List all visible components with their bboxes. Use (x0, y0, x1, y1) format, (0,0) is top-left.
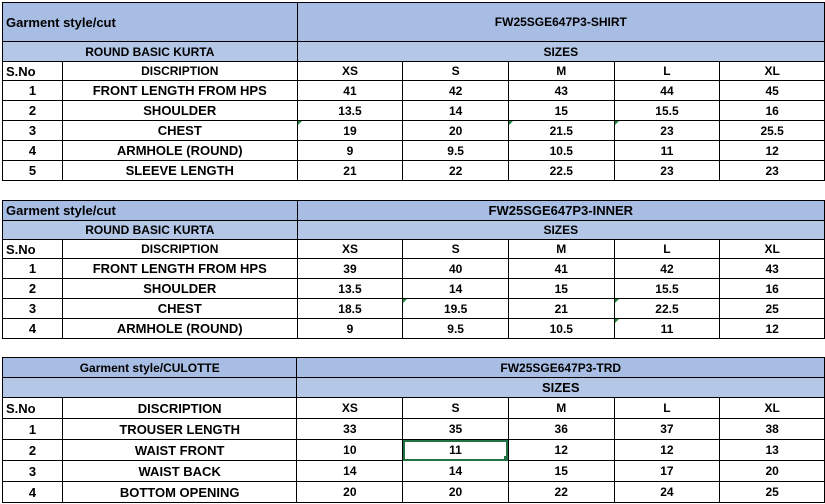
size-header[interactable]: S (403, 240, 509, 259)
measurement-cell[interactable]: 41 (297, 81, 403, 101)
garment-style-label[interactable]: Garment style/cut (3, 3, 298, 42)
size-header[interactable]: M (508, 240, 614, 259)
row-number[interactable]: 2 (3, 440, 63, 461)
measurement-cell[interactable]: 38 (720, 419, 825, 440)
size-header[interactable]: XS (297, 398, 403, 419)
measurement-cell[interactable]: 10.5 (508, 319, 614, 339)
measurement-cell[interactable]: 20 (297, 482, 403, 503)
row-description[interactable]: CHEST (62, 121, 297, 141)
measurement-cell[interactable]: 42 (403, 81, 509, 101)
measurement-cell[interactable]: 12 (720, 141, 825, 161)
measurement-cell[interactable]: 20 (403, 482, 509, 503)
measurement-cell[interactable]: 15 (508, 279, 614, 299)
measurement-cell[interactable]: 9 (297, 319, 403, 339)
measurement-cell[interactable]: 13.5 (297, 101, 403, 121)
size-header[interactable]: XS (297, 62, 403, 81)
measurement-cell[interactable]: 13.5 (297, 279, 403, 299)
size-header[interactable]: L (614, 62, 720, 81)
measurement-cell[interactable]: 14 (297, 461, 403, 482)
table-row (3, 461, 825, 482)
measurement-cell[interactable]: 36 (508, 419, 614, 440)
table-row (3, 121, 825, 141)
sno-header[interactable]: S.No (3, 62, 63, 81)
measurement-cell[interactable]: 11 (614, 319, 720, 339)
measurement-cell[interactable]: 17 (614, 461, 720, 482)
measurement-cell[interactable]: 9.5 (403, 141, 509, 161)
measurement-cell[interactable]: 12 (720, 319, 825, 339)
garment-type[interactable]: ROUND BASIC KURTA (3, 42, 298, 62)
measurement-cell[interactable]: 45 (720, 81, 825, 101)
measurement-cell[interactable]: 25 (720, 299, 825, 319)
measurement-cell[interactable]: 16 (720, 101, 825, 121)
size-chart-shirt (2, 2, 825, 181)
measurement-cell[interactable]: 24 (614, 482, 720, 503)
measurement-cell[interactable]: 33 (297, 419, 403, 440)
table-row (3, 141, 825, 161)
measurement-cell[interactable]: 41 (508, 259, 614, 279)
measurement-cell[interactable]: 21 (508, 299, 614, 319)
table-row (3, 279, 825, 299)
size-header[interactable]: M (508, 398, 614, 419)
row-description[interactable]: BOTTOM OPENING (62, 482, 297, 503)
description-header[interactable]: DISCRIPTION (62, 240, 297, 259)
size-header[interactable]: S (403, 62, 509, 81)
measurement-cell[interactable]: 11 (614, 141, 720, 161)
measurement-cell[interactable]: 14 (403, 461, 509, 482)
measurement-cell[interactable]: 21.5 (508, 121, 614, 141)
measurement-cell[interactable]: 23 (614, 121, 720, 141)
measurement-cell[interactable]: 23 (720, 161, 825, 181)
row-description[interactable]: WAIST FRONT (62, 440, 297, 461)
style-code[interactable]: FW25SGE647P3-INNER (297, 201, 824, 221)
row-description[interactable]: CHEST (62, 299, 297, 319)
row-description[interactable]: ARMHOLE (ROUND) (62, 319, 297, 339)
measurement-cell[interactable]: 39 (297, 259, 403, 279)
measurement-cell[interactable]: 37 (614, 419, 720, 440)
measurement-cell[interactable]: 19.5 (403, 299, 509, 319)
garment-type[interactable]: ROUND BASIC KURTA (3, 221, 298, 240)
table-row (3, 482, 825, 503)
row-number[interactable]: 4 (3, 482, 63, 503)
sno-header[interactable]: S.No (3, 398, 63, 419)
selected-cell[interactable]: 11 (403, 440, 509, 461)
table-row (3, 101, 825, 121)
measurement-cell[interactable]: 10 (297, 440, 403, 461)
sno-header[interactable]: S.No (3, 240, 63, 259)
measurement-cell[interactable]: 23 (614, 161, 720, 181)
measurement-cell[interactable]: 14 (403, 101, 509, 121)
row-description[interactable]: FRONT LENGTH FROM HPS (62, 81, 297, 101)
size-header[interactable]: L (614, 240, 720, 259)
row-description[interactable]: ARMHOLE (ROUND) (62, 141, 297, 161)
measurement-cell[interactable]: 22.5 (508, 161, 614, 181)
row-number[interactable]: 3 (3, 461, 63, 482)
sizes-header[interactable]: SIZES (297, 221, 824, 240)
style-code[interactable]: FW25SGE647P3-SHIRT (297, 3, 824, 42)
description-header[interactable]: DISCRIPTION (62, 398, 297, 419)
row-number[interactable]: 3 (3, 121, 63, 141)
row-description[interactable]: SHOULDER (62, 101, 297, 121)
size-header[interactable]: XL (720, 398, 825, 419)
measurement-cell[interactable]: 16 (720, 279, 825, 299)
measurement-cell[interactable]: 43 (720, 259, 825, 279)
measurement-cell[interactable]: 10.5 (508, 141, 614, 161)
table-row (3, 319, 825, 339)
measurement-cell[interactable]: 44 (614, 81, 720, 101)
size-header[interactable]: XL (720, 62, 825, 81)
row-number[interactable]: 1 (3, 259, 63, 279)
garment-type[interactable] (3, 378, 297, 398)
measurement-cell[interactable]: 43 (508, 81, 614, 101)
table-row (3, 419, 825, 440)
row-description[interactable]: TROUSER LENGTH (62, 419, 297, 440)
style-code[interactable]: FW25SGE647P3-TRD (297, 358, 825, 378)
size-header[interactable]: XS (297, 240, 403, 259)
measurement-cell[interactable]: 20 (403, 121, 509, 141)
measurement-cell[interactable]: 40 (403, 259, 509, 279)
row-description[interactable]: FRONT LENGTH FROM HPS (62, 259, 297, 279)
measurement-cell[interactable]: 19 (297, 121, 403, 141)
measurement-cell[interactable]: 14 (403, 279, 509, 299)
size-header[interactable]: L (614, 398, 720, 419)
measurement-cell[interactable]: 22 (403, 161, 509, 181)
measurement-cell[interactable]: 42 (614, 259, 720, 279)
garment-style-label[interactable]: Garment style/CULOTTE (3, 358, 297, 378)
row-number[interactable]: 4 (3, 319, 63, 339)
sizes-header[interactable]: SIZES (297, 42, 824, 62)
size-header[interactable]: M (508, 62, 614, 81)
description-header[interactable]: DISCRIPTION (62, 62, 297, 81)
measurement-cell[interactable]: 15.5 (614, 101, 720, 121)
table-row (3, 259, 825, 279)
measurement-cell[interactable]: 15.5 (614, 279, 720, 299)
measurement-cell[interactable]: 35 (403, 419, 509, 440)
measurement-cell[interactable]: 12 (614, 440, 720, 461)
row-number[interactable]: 3 (3, 299, 63, 319)
measurement-cell[interactable]: 21 (297, 161, 403, 181)
size-chart-trouser (2, 357, 825, 503)
row-number[interactable]: 2 (3, 101, 63, 121)
size-header[interactable]: XL (720, 240, 825, 259)
size-header[interactable]: S (403, 398, 509, 419)
table-row (3, 81, 825, 101)
measurement-cell[interactable]: 13 (720, 440, 825, 461)
measurement-cell[interactable]: 22 (508, 482, 614, 503)
table-row (3, 161, 825, 181)
row-number[interactable]: 2 (3, 279, 63, 299)
measurement-cell[interactable]: 9 (297, 141, 403, 161)
measurement-cell[interactable]: 12 (508, 440, 614, 461)
row-number[interactable]: 1 (3, 419, 63, 440)
measurement-cell[interactable]: 25.5 (720, 121, 825, 141)
measurement-cell[interactable]: 18.5 (297, 299, 403, 319)
measurement-cell[interactable]: 15 (508, 101, 614, 121)
measurement-cell[interactable]: 15 (508, 461, 614, 482)
measurement-cell[interactable]: 20 (720, 461, 825, 482)
row-description[interactable]: SLEEVE LENGTH (62, 161, 297, 181)
garment-style-label[interactable]: Garment style/cut (3, 201, 298, 221)
row-description[interactable]: WAIST BACK (62, 461, 297, 482)
row-number[interactable]: 4 (3, 141, 63, 161)
row-number[interactable]: 1 (3, 81, 63, 101)
measurement-cell[interactable]: 25 (720, 482, 825, 503)
measurement-cell[interactable]: 9.5 (403, 319, 509, 339)
row-description[interactable]: SHOULDER (62, 279, 297, 299)
table-row (3, 299, 825, 319)
row-number[interactable]: 5 (3, 161, 63, 181)
sizes-header[interactable]: SIZES (297, 378, 825, 398)
measurement-cell[interactable]: 22.5 (614, 299, 720, 319)
size-chart-inner (2, 200, 825, 339)
table-row (3, 440, 825, 461)
